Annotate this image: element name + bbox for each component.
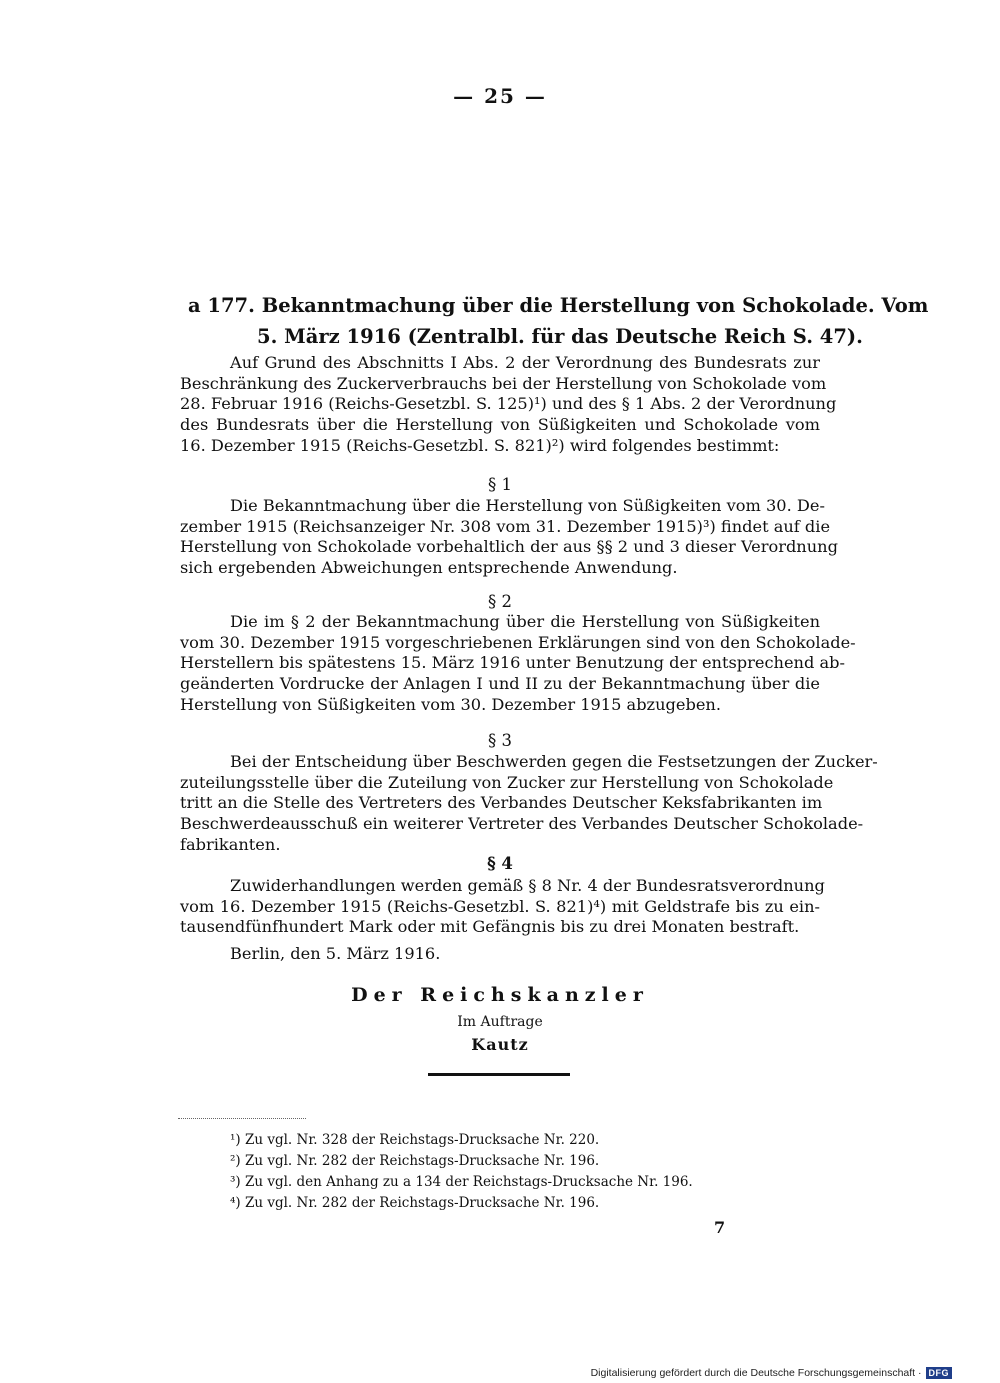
place-date — [180, 944, 820, 965]
closing-rule — [428, 1073, 570, 1076]
footnotes — [230, 1130, 750, 1214]
document-heading — [188, 290, 929, 352]
intro-line: Auf Grund des Abschnitts I Abs. 2 der Verordnung des Bundesrats zur — [230, 353, 820, 372]
dfg-logo-icon: DFG — [926, 1367, 953, 1379]
footnote-separator — [178, 1118, 306, 1119]
section-line: Herstellern bis spätestens 15. März 1916 unter Benutzung der entsprechend ab- — [180, 653, 845, 673]
footnote: ⁴) Zu vgl. Nr. 282 der Reichstags-Drucksache Nr. 196. — [230, 1195, 600, 1211]
signature-title: Der Reichskanzler — [351, 984, 649, 1006]
signature-subtitle: Im Auftrage — [457, 1014, 543, 1030]
section-line: Zuwiderhandlungen werden gemäß § 8 Nr. 4 der Bundesratsverordnung — [230, 876, 825, 895]
section-line: Beschwerdeausschuß ein weiterer Vertreter des Verbandes Deutscher Schokolade- — [180, 814, 864, 834]
section-mark-1: § 1 — [488, 475, 512, 494]
intro-line: Beschränkung des Zuckerverbrauchs bei der Herstellung von Schokolade vom — [180, 373, 827, 393]
intro-line: des Bundesrats über die Herstellung von Süßigkeiten und Schokolade vom — [180, 415, 820, 435]
section-line: zember 1915 (Reichsanzeiger Nr. 308 vom 31. Dezember 1915)³) findet auf die — [180, 516, 831, 536]
section-line: tausendfünfhundert Mark oder mit Gefängnis bis zu drei Monaten bestraft. — [180, 917, 800, 937]
section-line: vom 16. Dezember 1915 (Reichs-Gesetzbl. S. 821)⁴) mit Geldstrafe bis zu ein- — [180, 896, 820, 916]
signature-name: Kautz — [471, 1035, 529, 1054]
section-1-text — [180, 496, 838, 579]
section-line: sich ergebenden Abweichungen entsprechende Anwendung. — [180, 558, 678, 578]
section-line: vom 30. Dezember 1915 vorgeschriebenen Erklärungen sind von den Schokolade- — [180, 632, 856, 652]
page-number: — 25 — — [453, 84, 547, 108]
section-mark-3: § 3 — [488, 731, 512, 750]
digitization-footer — [591, 1367, 952, 1379]
section-line: Die im § 2 der Bekanntmachung über die Herstellung von Süßigkeiten — [230, 612, 820, 631]
section-4-text — [180, 876, 825, 938]
heading-line-2: 5. März 1916 (Zentralbl. für das Deutsche Reich S. 47). — [257, 325, 863, 348]
sheet-number: 7 — [714, 1218, 726, 1237]
section-line: Herstellung von Schokolade vorbehaltlich der aus §§ 2 und 3 dieser Verordnung — [180, 537, 838, 557]
section-line: Herstellung von Süßigkeiten vom 30. Dezember 1915 abzugeben. — [180, 694, 721, 714]
intro-line: 28. Februar 1916 (Reichs-Gesetzbl. S. 125)¹) und des § 1 Abs. 2 der Verordnung — [180, 394, 837, 414]
section-3-text — [180, 752, 878, 856]
section-mark-4: § 4 — [487, 854, 513, 873]
footnote: ¹) Zu vgl. Nr. 328 der Reichstags-Drucksache Nr. 220. — [230, 1132, 600, 1148]
section-mark-2: § 2 — [488, 592, 512, 611]
section-line: Die Bekanntmachung über die Herstellung von Süßigkeiten vom 30. De- — [230, 496, 825, 515]
footer-text: Digitalisierung gefördert durch die Deutsche Forschungsgemeinschaft · — [590, 1367, 922, 1379]
section-2-text — [180, 612, 856, 716]
intro-line: 16. Dezember 1915 (Reichs-Gesetzbl. S. 821)²) wird folgendes bestimmt: — [180, 435, 780, 455]
intro-paragraph — [180, 353, 837, 457]
section-line: tritt an die Stelle des Vertreters des Verbandes Deutscher Keksfabrikanten im — [180, 793, 823, 813]
place-date-text: Berlin, den 5. März 1916. — [230, 944, 441, 963]
section-line: fabrikanten. — [180, 834, 281, 854]
footnote: ²) Zu vgl. Nr. 282 der Reichstags-Drucksache Nr. 196. — [230, 1153, 600, 1169]
section-line: geänderten Vordrucke der Anlagen I und II zu der Bekanntmachung über die — [180, 674, 820, 694]
section-line: Bei der Entscheidung über Beschwerden gegen die Festsetzungen der Zucker- — [230, 752, 878, 771]
section-line: zuteilungsstelle über die Zuteilung von Zucker zur Herstellung von Schokolade — [180, 772, 834, 792]
footnote: ³) Zu vgl. den Anhang zu a 134 der Reichstags-Drucksache Nr. 196. — [230, 1174, 693, 1190]
heading-line-1: a 177. Bekanntmachung über die Herstellung von Schokolade. Vom — [188, 294, 929, 317]
